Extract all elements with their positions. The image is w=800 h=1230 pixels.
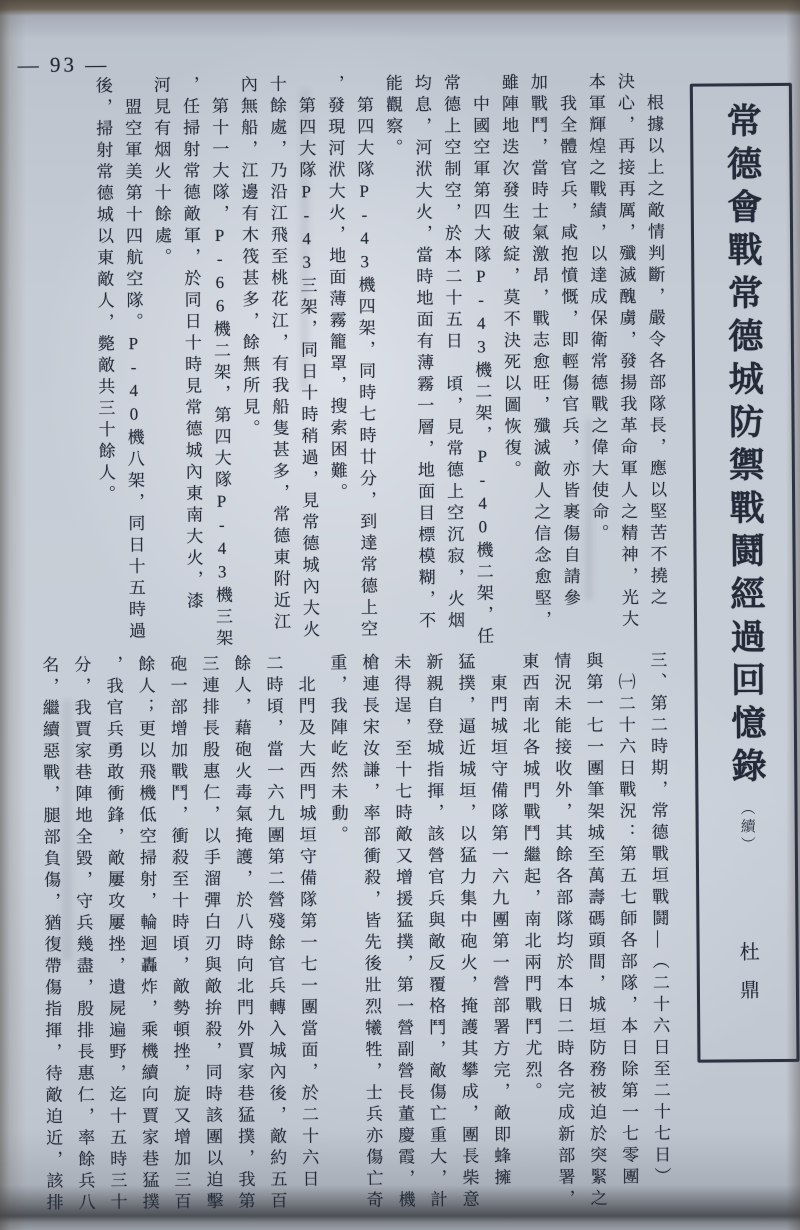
article-title: 常德會戰常德城防禦戰鬪經過回憶錄 (721, 102, 767, 791)
text-column: 能觀察。 (382, 73, 403, 161)
text-column: 餘人；更以飛機低空掃射，輪迴轟炸，乘機續向賈家巷猛撲 (135, 654, 159, 1215)
bottom-text-block (30, 651, 677, 1230)
text-column: 我全體官兵，咸抱憤慨，即輕傷官兵，亦皆裹傷自請參 (556, 72, 580, 611)
text-column: 加戰鬥，當時士氣激昂，戰志愈旺，殲滅敵人之信念愈堅， (527, 72, 552, 632)
text-column: 與第一七一團筆架城至萬壽碼頭間，城垣防務被迫於突緊之 (583, 651, 607, 1211)
text-column: 內無船，江邊有木筏甚多，餘無所見。 (237, 75, 260, 441)
text-column: 盟空軍美第十四航空隊。P-40機八架，同日十五時過 (121, 76, 146, 644)
text-column: 三、第二時期，常德戰垣戰鬪—（二十六日至二十七日） (647, 650, 671, 1189)
text-column: 河見有烟火十餘處。 (150, 75, 172, 270)
text-column: 中國空軍第四大隊P-43機二架，P-40機二架，任 (469, 73, 494, 649)
text-column: 重，我陣屹然未動。 (327, 653, 348, 848)
title-box (690, 83, 800, 1063)
text-column: 未得逞，至十七時敵又增援猛撲，第一營副營長董慶霞，機 (391, 652, 415, 1213)
text-column: 分，我賈家巷陣地全毀，守兵幾盡，殷排長惠仁，率餘兵八 (71, 655, 95, 1215)
text-column: 均息，河洑大火，當時地面有薄霧一層，地面目標模糊，不 (411, 73, 436, 633)
author-name: 杜鼎 (736, 941, 759, 1018)
text-column: 東門城垣守備隊第一六九團第一營部署方完，敵即蜂擁 (487, 652, 511, 1190)
text-column: ，任掃射常德敵軍，於同日十時見常德城內東南大火，漆 (179, 75, 203, 614)
text-column: 新親自登城指揮，該營官兵與敵反覆格鬥，敵傷亡重大，計 (423, 652, 447, 1212)
text-column: 情況未能接收外，其餘各部隊均於本日二時各完成新部署， (551, 651, 575, 1211)
text-column: 根據以上之敵情判斷，嚴令各部隊長，應以堅苦不撓之 (643, 71, 667, 610)
text-column: 後，掃射常德城以東敵人，斃敵共三十餘人。 (92, 76, 116, 507)
title-line (716, 102, 772, 854)
text-column: 雖陣地迭次發生破綻，莫不決死以圖恢復。 (498, 73, 521, 482)
top-text-block (86, 72, 673, 655)
page-number: — 93 — (17, 52, 110, 77)
text-column: 十餘處，乃沿江飛至桃花江，有我船隻甚多，常德東附近江 (266, 74, 291, 635)
text-column: ，發現河洑大火，地面薄霧籠罩，搜索困難。 (324, 74, 348, 505)
text-column: ㈠二十六日戰況：第五七師各部隊，本日除第一七零團 (615, 651, 639, 1189)
text-column: 東西南北各城門戰鬥繼起，南北兩門戰鬥尤烈。 (519, 651, 542, 1104)
title-continuation-mark: （續） (738, 800, 755, 855)
text-column: 北門及大西門城垣守備隊第一七一團當面，於二十六日 (295, 653, 319, 1192)
text-column: 餘人，藉砲火毒氣掩護，於八時向北門外賈家巷猛撲，我第 (231, 654, 255, 1214)
text-column: 第四大隊P-43三架，同日十時稍過，見常德城內大火 (295, 74, 320, 642)
text-column: 第四大隊P-43機四架，同時七時廿分，到達常德上空 (353, 74, 378, 642)
text-column: 名，繼續惡戰，腿部負傷，猶復帶傷指揮，待敵迫近，該排 (39, 655, 63, 1215)
text-column: 槍連長宋汝謙，率部衝殺，皆先後壯烈犧牲，士兵亦傷亡奇 (359, 653, 383, 1213)
text-column: 本軍輝煌之戰績，以達成保衛常德戰之偉大使命。 (585, 72, 609, 546)
text-column: 三連排長殷惠仁，以手溜彈白刃與敵拚殺，同時該團以迫擊 (199, 654, 223, 1214)
text-column: 二時頃，當一六九團第二營殘餘官兵轉入城內後，敵約五百 (263, 653, 287, 1214)
text-column: 決心，再接再厲，殲滅醜虜，發揚我革命軍人之精神，光大 (614, 72, 639, 632)
text-column: 砲一部增加戰鬥，衝殺至十時頃，敵勢頓挫，旋又增加三百 (167, 654, 191, 1214)
text-column: ，我官兵勇敢衝鋒，敵屢攻屢挫，遺屍遍野，迄十五時三十 (103, 655, 127, 1215)
text-column: 第十一大隊，P-66機二架，第四大隊P-43機三架 (208, 75, 233, 651)
text-column: 猛撲，逼近城垣，以猛力集中砲火，掩護其攀成，團長柴意 (455, 652, 479, 1212)
text-column: 常德上空制空，於本二十五日 頃，見常德上空沉寂，火烟 (440, 73, 465, 633)
